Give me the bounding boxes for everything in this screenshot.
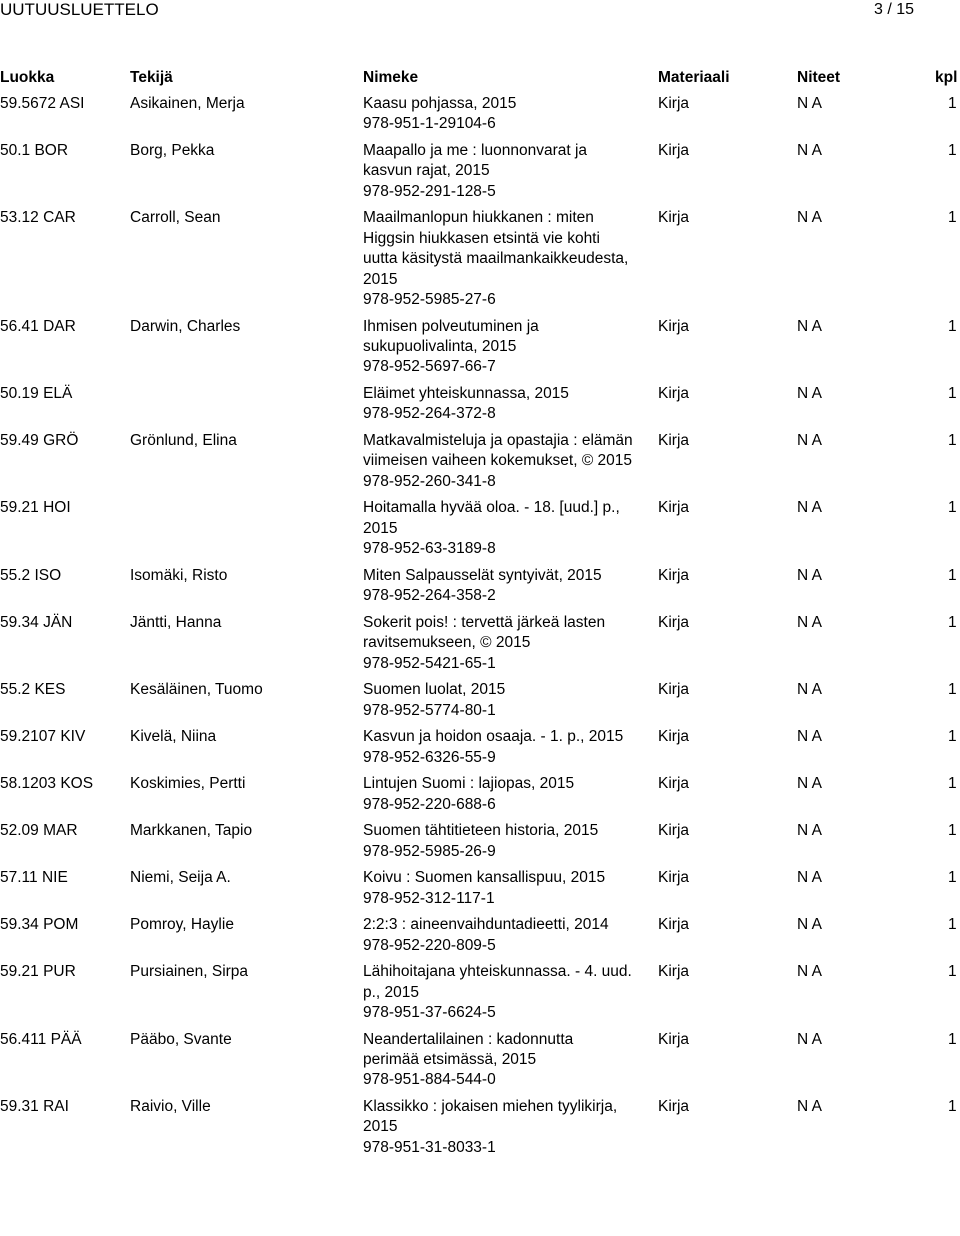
table-row (0, 208, 960, 316)
cell-nimeke (363, 94, 633, 135)
cell-kpl: 1 (948, 822, 957, 840)
cell-nimeke (363, 498, 633, 559)
cell-materiaali: Kirja (658, 95, 690, 112)
cell-niteet: N A (797, 385, 822, 403)
cell-nimeke (363, 613, 633, 674)
cell-niteet: N A (797, 95, 822, 112)
book-title: Lähihoitajana yhteiskunnassa. - 4. uud. p., 2015 (363, 963, 632, 1001)
book-title: Maapallo ja me : luonnonvarat ja kasvun rajat, 2015 (363, 142, 588, 180)
cell-luokka: 55.2 KES (0, 681, 66, 699)
cell-niteet: N A (797, 566, 822, 584)
cell-kpl: 1 (948, 916, 957, 934)
book-isbn: 978-952-220-688-6 (363, 795, 496, 813)
book-isbn: 978-952-5774-80-1 (363, 701, 496, 719)
catalog-list (0, 94, 960, 1164)
table-row (0, 498, 960, 565)
cell-materiaali: Kirja (658, 916, 690, 934)
cell-niteet: N A (797, 681, 822, 699)
cell-tekija: Isomäki, Risto (130, 566, 228, 584)
cell-materiaali: Kirja (658, 499, 690, 517)
book-title: Kasvun ja hoidon osaaja. - 1. p., 2015 (363, 728, 624, 746)
cell-nimeke (363, 821, 633, 862)
cell-materiaali: Kirja (658, 1098, 690, 1116)
cell-kpl: 1 (948, 728, 957, 746)
cell-luokka: 59.34 JÄN (0, 613, 73, 631)
cell-luokka: 55.2 ISO (0, 566, 62, 584)
book-isbn: 978-952-264-358-2 (363, 587, 496, 605)
cell-nimeke (363, 868, 633, 909)
cell-niteet: N A (797, 499, 822, 517)
cell-nimeke (363, 1097, 633, 1158)
book-isbn: 978-952-6326-55-9 (363, 748, 496, 766)
cell-luokka: 56.411 PÄÄ (0, 1030, 82, 1048)
book-title: Suomen luolat, 2015 (363, 681, 506, 699)
cell-luokka: 50.19 ELÄ (0, 385, 73, 403)
cell-nimeke (363, 1030, 633, 1091)
cell-kpl: 1 (948, 317, 957, 335)
table-row (0, 317, 960, 384)
cell-materiaali: Kirja (658, 728, 690, 746)
book-isbn: 978-952-312-117-1 (363, 889, 495, 907)
cell-tekija: Carroll, Sean (130, 209, 221, 227)
table-row (0, 727, 960, 774)
table-row (0, 680, 960, 727)
cell-materiaali: Kirja (658, 566, 690, 584)
book-title: Neandertalilainen : kadonnutta perimää etsimässä, 2015 (363, 1030, 574, 1069)
cell-niteet: N A (797, 209, 822, 227)
book-title: Matkavalmisteluja ja opastajia : elämän viimeisen vaiheen kokemukset, © 2015 (363, 432, 633, 470)
cell-tekija: Koskimies, Pertti (130, 775, 246, 793)
book-isbn: 978-952-5985-27-6 (363, 291, 496, 309)
cell-kpl: 1 (948, 432, 957, 450)
book-isbn: 978-952-264-372-8 (363, 405, 496, 423)
cell-luokka: 53.12 CAR (0, 209, 76, 227)
cell-niteet: N A (797, 728, 822, 746)
cell-niteet: N A (797, 613, 822, 631)
book-title: Kaasu pohjassa, 2015 (363, 95, 517, 112)
cell-niteet: N A (797, 317, 822, 335)
book-isbn: 978-951-31-8033-1 (363, 1138, 496, 1156)
header-luokka: Luokka (0, 69, 55, 86)
cell-niteet: N A (797, 916, 822, 934)
book-title: Maailmanlopun hiukkanen : miten Higgsin hiukkasen etsintä vie kohti uutta käsitystä maailmankaikkeudesta, 2015 (363, 209, 629, 288)
cell-kpl: 1 (948, 613, 957, 631)
cell-luokka: 59.21 PUR (0, 963, 76, 981)
cell-niteet: N A (797, 963, 822, 981)
cell-tekija: Grönlund, Elina (130, 432, 237, 450)
book-isbn: 978-951-1-29104-6 (363, 115, 496, 133)
cell-luokka: 59.2107 KIV (0, 728, 86, 746)
book-isbn: 978-952-5985-26-9 (363, 842, 496, 860)
table-row (0, 141, 960, 208)
cell-luokka: 57.11 NIE (0, 869, 68, 887)
table-row (0, 384, 960, 431)
cell-nimeke (363, 141, 633, 202)
book-title: Miten Salpausselät syntyivät, 2015 (363, 566, 602, 584)
cell-materiaali: Kirja (658, 209, 690, 227)
cell-kpl: 1 (948, 385, 957, 403)
cell-niteet: N A (797, 142, 822, 159)
cell-kpl: 1 (948, 869, 957, 887)
cell-tekija: Kesäläinen, Tuomo (130, 681, 263, 699)
cell-luokka: 50.1 BOR (0, 142, 69, 159)
book-title: 2:2:3 : aineenvaihduntadieetti, 2014 (363, 916, 609, 934)
cell-luokka: 58.1203 KOS (0, 775, 94, 793)
cell-nimeke (363, 208, 633, 310)
cell-nimeke (363, 727, 633, 768)
book-title: Koivu : Suomen kansallispuu, 2015 (363, 869, 606, 887)
book-title: Suomen tähtitieteen historia, 2015 (363, 822, 599, 840)
book-isbn: 978-952-220-809-5 (363, 936, 496, 954)
table-row (0, 774, 960, 821)
cell-nimeke (363, 774, 633, 815)
cell-tekija: Kivelä, Niina (130, 728, 217, 746)
table-row (0, 1097, 960, 1164)
page-number: 3 / 15 (873, 1, 914, 18)
cell-materiaali: Kirja (658, 1030, 690, 1048)
cell-tekija: Jäntti, Hanna (130, 613, 222, 631)
cell-materiaali: Kirja (658, 775, 690, 793)
cell-kpl: 1 (948, 775, 957, 793)
cell-luokka: 56.41 DAR (0, 317, 76, 335)
cell-niteet: N A (797, 1030, 822, 1048)
cell-kpl: 1 (948, 1030, 957, 1048)
book-isbn: 978-952-63-3189-8 (363, 540, 496, 558)
book-isbn: 978-952-291-128-5 (363, 182, 496, 200)
table-header (0, 68, 960, 88)
cell-niteet: N A (797, 432, 822, 450)
table-row (0, 613, 960, 680)
cell-kpl: 1 (948, 142, 957, 159)
cell-nimeke (363, 680, 633, 721)
cell-materiaali: Kirja (658, 317, 690, 335)
cell-nimeke (363, 431, 633, 492)
cell-materiaali: Kirja (658, 822, 690, 840)
book-isbn: 978-952-5697-66-7 (363, 358, 496, 376)
book-title: Lintujen Suomi : lajiopas, 2015 (363, 775, 575, 793)
header-niteet: Niteet (797, 69, 841, 86)
cell-nimeke (363, 317, 633, 378)
table-row (0, 1030, 960, 1097)
cell-luokka: 59.21 HOI (0, 499, 71, 517)
cell-kpl: 1 (948, 499, 957, 517)
book-isbn: 978-951-884-544-0 (363, 1071, 496, 1089)
cell-kpl: 1 (948, 1098, 957, 1116)
cell-kpl: 1 (948, 963, 957, 981)
cell-materiaali: Kirja (658, 432, 690, 450)
cell-niteet: N A (797, 1098, 822, 1116)
cell-kpl: 1 (948, 95, 957, 112)
table-row (0, 94, 960, 141)
cell-materiaali: Kirja (658, 385, 690, 403)
cell-materiaali: Kirja (658, 681, 690, 699)
cell-luokka: 59.34 POM (0, 916, 79, 934)
header-materiaali: Materiaali (658, 69, 730, 86)
cell-nimeke (363, 566, 633, 607)
header-kpl: kpl (935, 69, 958, 86)
cell-luokka: 59.49 GRÖ (0, 432, 79, 450)
book-isbn: 978-951-37-6624-5 (363, 1004, 496, 1022)
book-title: Eläimet yhteiskunnassa, 2015 (363, 385, 569, 403)
table-row (0, 566, 960, 613)
table-row (0, 868, 960, 915)
book-isbn: 978-952-5421-65-1 (363, 654, 496, 672)
cell-tekija: Pääbo, Svante (130, 1030, 232, 1048)
table-row (0, 431, 960, 498)
cell-kpl: 1 (948, 209, 957, 227)
page-title: UUTUUSLUETTELO (0, 0, 159, 19)
cell-nimeke (363, 915, 633, 956)
cell-luokka: 59.5672 ASI (0, 95, 85, 112)
cell-niteet: N A (797, 822, 822, 840)
book-title: Sokerit pois! : tervettä järkeä lasten ravitsemukseen, © 2015 (363, 613, 606, 652)
cell-luokka: 52.09 MAR (0, 822, 78, 840)
cell-tekija: Asikainen, Merja (130, 95, 245, 112)
book-title: Hoitamalla hyvää oloa. - 18. [uud.] p., 2015 (363, 499, 620, 537)
book-isbn: 978-952-260-341-8 (363, 472, 496, 490)
cell-tekija: Pursiainen, Sirpa (130, 963, 249, 981)
book-title: Klassikko : jokaisen miehen tyylikirja, 2015 (363, 1098, 618, 1136)
cell-materiaali: Kirja (658, 869, 690, 887)
table-row (0, 915, 960, 962)
cell-kpl: 1 (948, 566, 957, 584)
cell-tekija: Markkanen, Tapio (130, 822, 253, 840)
cell-tekija: Borg, Pekka (130, 142, 215, 159)
cell-tekija: Pomroy, Haylie (130, 916, 234, 934)
cell-materiaali: Kirja (658, 613, 690, 631)
cell-tekija: Niemi, Seija A. (130, 869, 231, 887)
book-title: Ihmisen polveutuminen ja sukupuolivalinta, 2015 (363, 317, 539, 356)
cell-tekija: Raivio, Ville (130, 1098, 211, 1116)
cell-nimeke (363, 384, 633, 425)
header-nimeke: Nimeke (363, 69, 419, 86)
table-row (0, 962, 960, 1029)
cell-tekija: Darwin, Charles (130, 317, 241, 335)
table-row (0, 821, 960, 868)
cell-luokka: 59.31 RAI (0, 1098, 69, 1116)
cell-materiaali: Kirja (658, 963, 690, 981)
cell-nimeke (363, 962, 633, 1023)
cell-niteet: N A (797, 775, 822, 793)
cell-niteet: N A (797, 869, 822, 887)
cell-kpl: 1 (948, 681, 957, 699)
cell-materiaali: Kirja (658, 142, 690, 159)
header-tekija: Tekijä (130, 69, 173, 86)
